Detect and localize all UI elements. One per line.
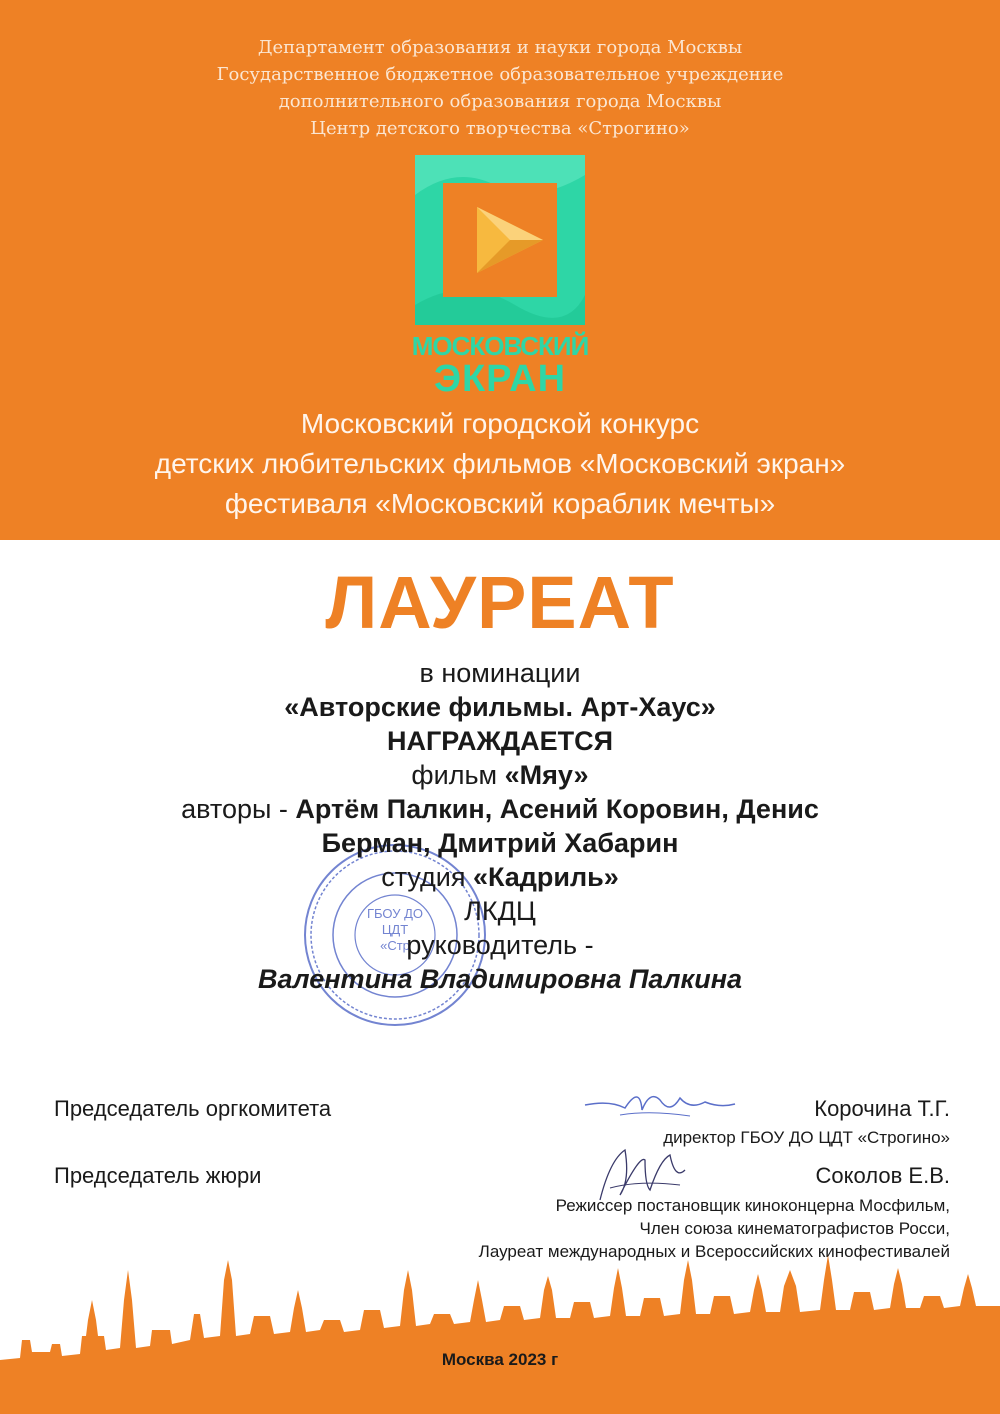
authors-label: авторы - (181, 794, 296, 824)
logo-text-line2: ЭКРАН (433, 358, 567, 400)
contest-line: фестиваля «Московский кораблик мечты» (224, 488, 776, 519)
chair-org-name: Корочина Т.Г. (814, 1096, 950, 1121)
awarded-label: НАГРАЖДАЕТСЯ (387, 726, 613, 756)
contest-line: Московский городской конкурс (300, 408, 700, 439)
org-line: Государственное бюджетное образовательное учреждение (216, 64, 784, 85)
nomination-prefix: в номинации (419, 658, 581, 688)
authors-line (0, 792, 1000, 826)
studio-name: «Кадриль» (472, 862, 619, 892)
stamp-center-line2: ЦДТ (381, 922, 409, 937)
stamp-center-line3: «Стр (380, 938, 410, 953)
chair-jury-title-2: Член союза кинематографистов Росси, (639, 1219, 950, 1238)
moscow-screen-logo-icon (415, 155, 585, 325)
contest-line: детских любительских фильмов «Московский экран» (154, 448, 846, 479)
film-line (0, 758, 1000, 792)
signature-korochina-icon (580, 1080, 740, 1130)
nomination-name: «Авторские фильмы. Арт-Хаус» (284, 692, 716, 722)
chair-jury-title-3: Лауреат международных и Всероссийских кинофестивалей (478, 1242, 950, 1261)
header-banner (0, 0, 1000, 540)
stamp-center-line1: ГБОУ ДО (366, 906, 424, 921)
chair-jury-label: Председатель жюри (54, 1163, 262, 1188)
chair-org-title: директор ГБОУ ДО ЦДТ «Строгино» (663, 1128, 950, 1147)
logo-text-line1: МОСКОВСКИЙ (411, 331, 589, 361)
leader-label: руководитель - (406, 930, 594, 960)
film-label: фильм (411, 760, 505, 790)
organization-block (0, 34, 1000, 142)
moscow-skyline-icon (0, 1240, 1000, 1414)
org-line: Департамент образования и науки города Москвы (257, 37, 743, 58)
authors-names-2: Берман, Дмитрий Хабарин (321, 828, 679, 858)
chair-jury-title-1: Режиссер постановщик киноконцерна Мосфильм, (555, 1196, 950, 1215)
chair-org-label: Председатель оргкомитета (54, 1096, 332, 1121)
org-line: Центр детского творчества «Строгино» (310, 118, 690, 139)
studio-label: студия (381, 862, 473, 892)
laureate-title: ЛАУРЕАТ (325, 561, 675, 644)
leader-name: Валентина Владимировна Палкина (257, 964, 743, 994)
org-line: дополнительного образования города Москвы (278, 91, 722, 112)
film-name: «Мяу» (504, 760, 589, 790)
contest-title (0, 404, 1000, 524)
chair-jury-name: Соколов Е.В. (815, 1163, 950, 1188)
authors-names-1: Артём Палкин, Асений Коровин, Денис (295, 794, 819, 824)
studio-line (0, 860, 1000, 894)
org-short: ЛКДЦ (464, 896, 536, 926)
award-block (0, 656, 1000, 996)
place-date: Москва 2023 г (441, 1350, 559, 1369)
